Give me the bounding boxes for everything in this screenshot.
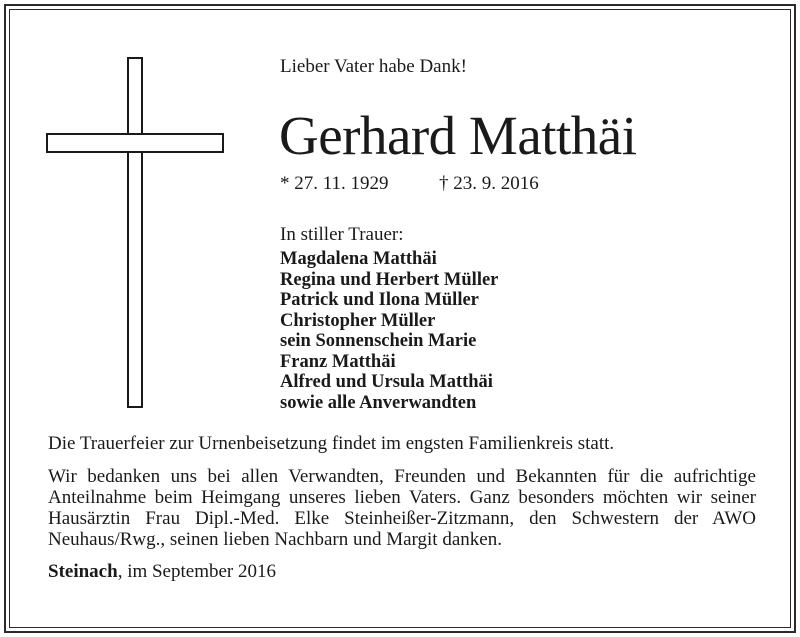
mourner-item: sowie alle Anverwandten bbox=[280, 392, 477, 413]
life-dates bbox=[280, 173, 539, 195]
mourner-item: Regina und Herbert Müller bbox=[280, 269, 499, 290]
signature-line bbox=[48, 561, 276, 583]
death-date: † 23. 9. 2016 bbox=[439, 173, 539, 194]
deceased-name: Gerhard Matthäi bbox=[279, 105, 637, 166]
mourner-item: Franz Matthäi bbox=[280, 351, 396, 372]
mourner-item: Magdalena Matthäi bbox=[280, 249, 437, 269]
motto: Lieber Vater habe Dank! bbox=[280, 56, 467, 77]
mourner-item: Patrick und Ilona Müller bbox=[280, 290, 479, 310]
cross-vertical-beam bbox=[127, 57, 143, 408]
place-name: Steinach bbox=[48, 561, 118, 582]
mourner-item: Christopher Müller bbox=[280, 310, 436, 331]
mourner-list bbox=[280, 249, 498, 413]
mourner-item: Alfred und Ursula Matthäi bbox=[280, 372, 493, 392]
mourner-item: sein Sonnenschein Marie bbox=[280, 331, 477, 351]
mourning-label: In stiller Trauer: bbox=[280, 224, 404, 245]
thanks-paragraph: Wir bedanken uns bei allen Verwandten, Freunden und Bekannten für die aufrichtige Anteilnahme beim Heimgang unseres lieben Vaters. Ganz besonders möchten wir seiner Hausärztin Frau Dipl.-Med. Elke Steinheißer-Zitzmann, den Schwestern der AWO Neuhaus/Rwg., seinen lieben Nachbarn und Margit danken. bbox=[48, 466, 756, 550]
birth-date: * 27. 11. 1929 bbox=[280, 173, 389, 194]
cross-joint bbox=[129, 135, 141, 151]
funeral-notice: Die Trauerfeier zur Urnenbeisetzung findet im engsten Familienkreis statt. bbox=[48, 433, 615, 454]
signature-date: , im September 2016 bbox=[117, 561, 276, 582]
